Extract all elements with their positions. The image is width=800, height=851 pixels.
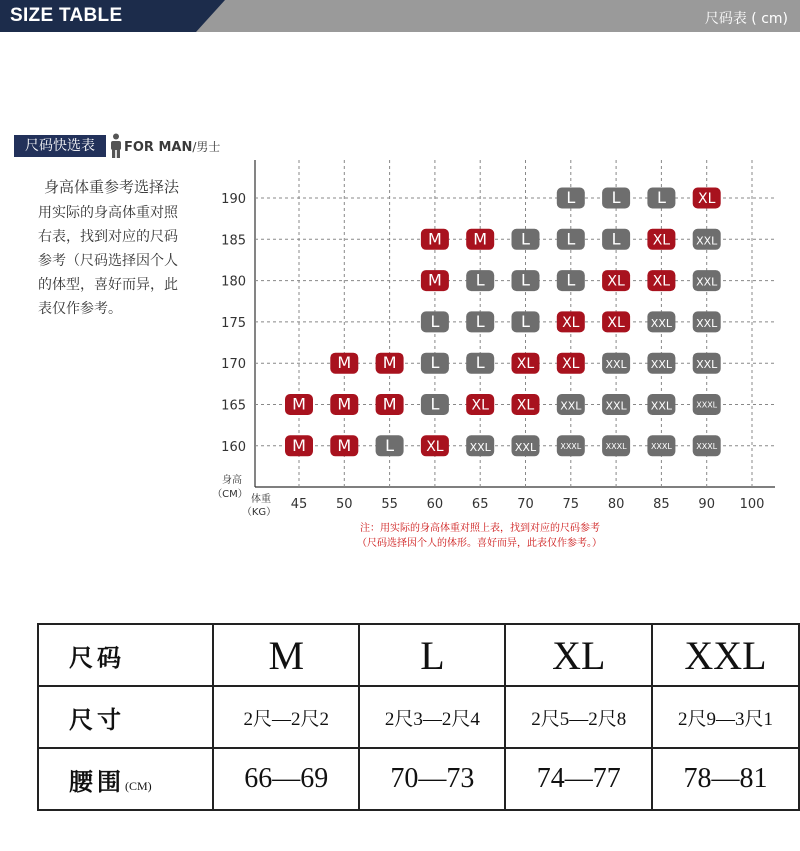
size-badge-label: XL <box>652 232 671 249</box>
size-badge-label: L <box>475 311 485 331</box>
dimension-cell: 2尺5—2尺8 <box>505 686 652 748</box>
quick-select-badge: 尺码快选表 <box>14 135 106 157</box>
height-tick-label: 175 <box>221 315 246 331</box>
chart-note-line-2: （尺码选择因个人的体形。喜好而异，此表仅作参考。） <box>357 538 602 549</box>
side-note-line: 用实际的身高体重对照 <box>38 205 178 221</box>
side-note-line: 参考（尺码选择因个人 <box>38 253 178 269</box>
waist-cell: 78—81 <box>652 748 799 810</box>
waist-cell: 74—77 <box>505 748 652 810</box>
page-title: SIZE TABLE <box>10 5 123 26</box>
size-badge-label: L <box>430 394 440 414</box>
height-tick-label: 180 <box>221 274 246 290</box>
men-cn-text: /男士 <box>192 140 221 154</box>
height-tick-label: 160 <box>221 439 246 455</box>
waist-unit: (CM) <box>125 778 152 793</box>
y-axis-label: 身高 <box>222 475 242 486</box>
weight-tick-label: 60 <box>426 497 444 512</box>
chart-note-line-1: 注：用实际的身高体重对照上表，找到对应的尺码参考 <box>360 523 600 534</box>
size-badge-label: L <box>566 270 576 290</box>
weight-tick-label: 80 <box>607 497 625 512</box>
size-cell: XXL <box>652 624 799 686</box>
table-row <box>38 748 799 810</box>
dimension-cell: 2尺3—2尺4 <box>359 686 505 748</box>
size-badge-label: L <box>475 353 485 373</box>
size-badge-label: M <box>337 353 352 373</box>
header-unit-label: 尺码表 ( cm) <box>704 11 788 27</box>
size-badge-label: M <box>337 435 352 455</box>
size-badge-label: XXL <box>605 358 627 372</box>
size-badge-label: M <box>292 435 306 455</box>
size-badge-label: M <box>473 229 488 249</box>
size-badge-label: M <box>292 394 306 414</box>
size-badge-label: M <box>427 229 442 249</box>
size-badge-label: L <box>430 311 440 331</box>
size-badge-label: XXXL <box>560 441 582 451</box>
table-row <box>38 624 799 686</box>
size-cell: M <box>213 624 359 686</box>
size-badge-label: XL <box>471 397 489 414</box>
size-badge-label: M <box>427 270 442 290</box>
height-tick-label: 170 <box>221 357 246 373</box>
size-cell: XL <box>505 624 652 686</box>
row-header-waist <box>38 748 213 810</box>
size-badge-label: XXL <box>696 275 718 289</box>
size-badge-label: XXL <box>514 440 537 454</box>
size-badge-label: M <box>337 394 352 414</box>
size-badge-label: L <box>566 229 576 249</box>
size-badge-label: XL <box>607 314 625 331</box>
size-badge-label: L <box>521 311 530 331</box>
side-note-line: 的体型，喜好而异，此 <box>38 277 178 293</box>
height-tick-label: 185 <box>221 233 246 249</box>
weight-tick-label: 45 <box>290 497 308 512</box>
weight-tick-label: 85 <box>653 497 670 512</box>
size-badge-label: XL <box>652 273 671 290</box>
size-badge-label: XL <box>562 356 580 373</box>
size-badge-label: M <box>382 353 397 373</box>
weight-tick-label: 75 <box>562 497 580 512</box>
weight-tick-label: 50 <box>336 497 353 512</box>
size-badge-label: XXL <box>696 234 718 248</box>
side-note-title: 身高体重参考选择法 <box>44 178 180 196</box>
size-badge-label: XXL <box>650 316 673 330</box>
size-badge-label: L <box>521 270 530 290</box>
size-badge-label: L <box>566 188 576 207</box>
size-badge-label: XXL <box>605 399 627 413</box>
row-header-dimension: 尺寸 <box>38 686 213 748</box>
size-badge-label: XXL <box>696 316 718 330</box>
size-badge-label: XL <box>516 356 535 373</box>
size-badge-label: XL <box>562 314 580 331</box>
size-badge-label: XL <box>607 273 625 290</box>
weight-tick-label: 70 <box>517 497 534 512</box>
size-badge-label: XXL <box>696 358 718 372</box>
table-row <box>38 686 799 748</box>
size-badge-label: XL <box>516 397 535 414</box>
waist-label: 腰围 <box>69 769 125 796</box>
dimension-cell: 2尺—2尺2 <box>213 686 359 748</box>
waist-cell: 66—69 <box>213 748 359 810</box>
size-badge-label: M <box>382 394 397 414</box>
dimension-cell: 2尺9—3尺1 <box>652 686 799 748</box>
weight-tick-label: 90 <box>698 497 715 512</box>
row-header-size: 尺码 <box>38 624 213 686</box>
waist-cell: 70—73 <box>359 748 505 810</box>
size-badge-label: L <box>475 270 485 290</box>
size-table <box>37 623 800 811</box>
side-note-line: 表仅作参考。 <box>38 301 122 317</box>
for-man-text: FOR MAN <box>124 140 193 155</box>
size-badge-label: XL <box>698 191 716 207</box>
size-badge-label: XXXL <box>650 441 672 451</box>
size-badge-label: L <box>430 353 440 373</box>
size-badge-label: XXXL <box>605 441 627 451</box>
size-badge-label: L <box>611 229 621 249</box>
x-axis-unit: （KG） <box>241 507 277 518</box>
weight-tick-label: 55 <box>381 497 398 512</box>
weight-tick-label: 65 <box>471 497 489 512</box>
weight-tick-label: 100 <box>739 497 765 512</box>
size-badge-label: L <box>611 188 621 207</box>
size-cell: L <box>359 624 505 686</box>
size-badge-label: XXL <box>560 399 582 413</box>
size-badge-label: L <box>656 188 666 207</box>
size-badge-label: XXL <box>469 440 491 454</box>
size-badge-label: XXXL <box>696 400 718 410</box>
y-axis-unit: （CM） <box>212 489 248 500</box>
height-tick-label: 190 <box>221 192 246 207</box>
size-badge-label: XL <box>426 438 444 455</box>
size-badge-label: XXL <box>650 399 673 413</box>
size-badge-label: L <box>385 435 395 455</box>
size-badge-label: XXXL <box>696 441 718 451</box>
size-badge-label: XXL <box>650 358 673 372</box>
x-axis-label: 体重 <box>251 494 271 505</box>
side-note-line: 右表，找到对应的尺码 <box>38 229 178 245</box>
size-badge-label: L <box>521 229 530 249</box>
height-tick-label: 165 <box>221 398 246 414</box>
